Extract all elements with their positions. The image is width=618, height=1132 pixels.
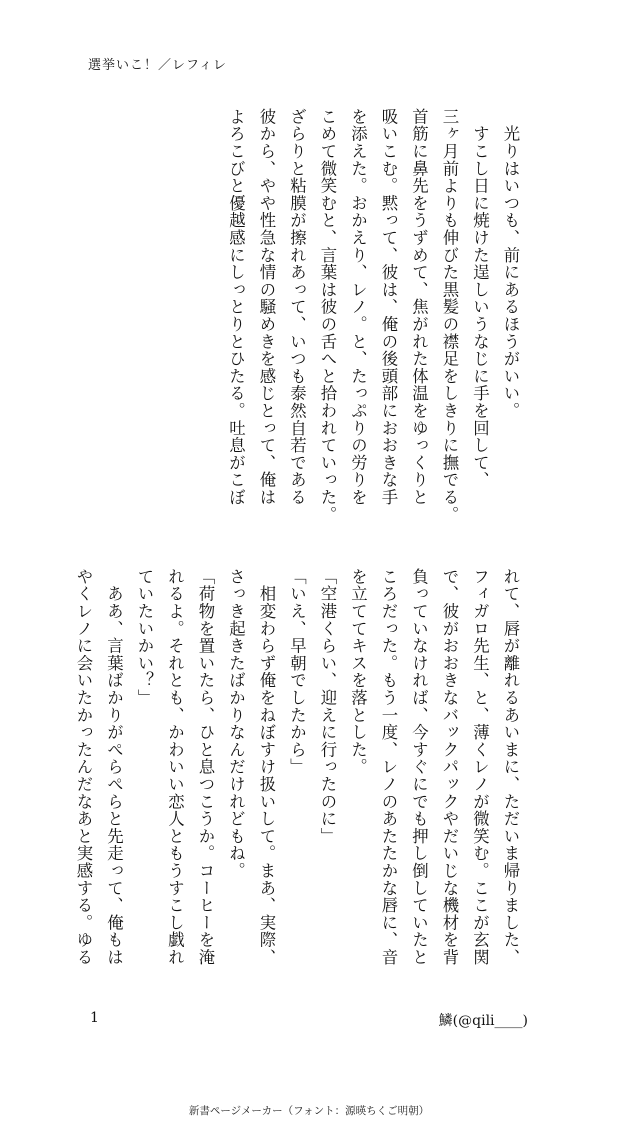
text-column: ていたいかい？」 <box>135 568 154 707</box>
text-column: を立ててキスを落とした。 <box>348 568 368 776</box>
text-column: すこし日に焼けた逞しいうなじに手を回して、 <box>470 108 490 489</box>
page-number: 1 <box>90 1010 99 1026</box>
text-column: やくレノに会いたかったんだなあと実感する。ゆる <box>74 568 93 966</box>
text-column: 負っていなければ、今すぐにでも押し倒していたと <box>409 568 429 966</box>
text-column: さっき起きたばかりなんだけれどもね。 <box>226 568 246 880</box>
text-column: こめて微笑むと、言葉は彼の舌へと拾われていった。 <box>318 108 337 524</box>
text-column: 光りはいつも、前にあるほうがいい。 <box>501 108 520 420</box>
text-column: 彼から、やや性急な情の騒めきを感じとって、俺は <box>257 108 276 506</box>
text-column: ざらりと粘膜が擦れあって、いつも泰然自若である <box>287 108 307 506</box>
text-column: 吸いこむ。黙って、彼は、俺の後頭部におおきな手 <box>379 108 398 506</box>
text-column: フィガロ先生、と、薄くレノが微笑む。ここが玄関 <box>470 568 490 966</box>
text-column: れるよ。それとも、かわいい恋人ともうすこし戯れ <box>165 568 185 966</box>
text-column: ころだった。もう一度、レノのあたたかな唇に、音 <box>379 568 398 966</box>
text-column: 首筋に鼻先をうずめて、焦がれた体温をゆっくりと <box>409 108 429 506</box>
text-column: 「いえ、早朝でしたから」 <box>287 568 307 776</box>
text-block-bottom <box>68 568 526 980</box>
author-credit: 鱗(@qili____) <box>438 1013 528 1029</box>
text-column: 「荷物を置いたら、ひと息つこうか。コーヒーを淹 <box>196 568 215 966</box>
text-column: を添えた。おかえり、レノ。と、たっぷりの労りを <box>348 108 368 506</box>
text-column: 相変わらず俺をねぼすけ扱いして。まあ、実際、 <box>257 568 276 966</box>
text-column: れて、唇が離れるあいまに、ただいま帰りました、 <box>501 568 520 966</box>
text-column: 三ヶ月前よりも伸びた黒髪の襟足をしきりに撫でる。 <box>440 108 459 524</box>
text-block-top <box>220 108 525 524</box>
book-title: 選挙いこ！／レフィレ <box>88 58 227 73</box>
text-column: ああ、言葉ばかりがぺらぺらと先走って、俺もは <box>104 568 124 966</box>
text-column: で、彼がおおきなバックパックやだいじな機材を背 <box>440 568 459 966</box>
text-column: 「空港くらい、迎えに行ったのに」 <box>318 568 337 845</box>
text-column: よろこびと優越感にしっとりとひたる。吐息がこぼ <box>226 108 246 506</box>
footer-credit: 新書ページメーカー（フォント：源暎ちくご明朝） <box>188 1105 430 1117</box>
